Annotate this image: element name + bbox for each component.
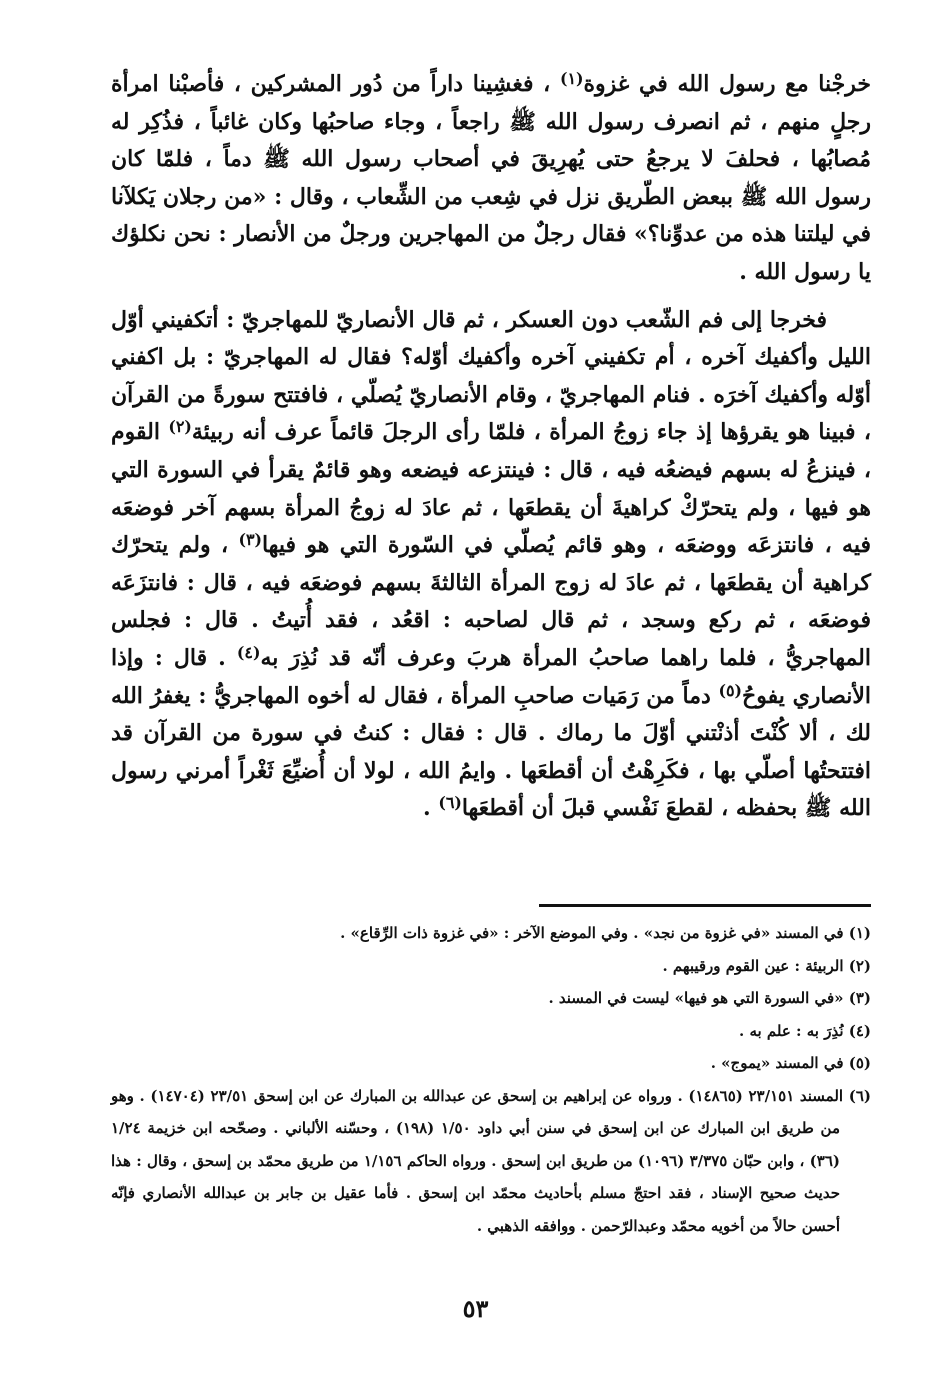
footnote-marker-2[interactable]: (٢) [168,417,192,437]
footnote-4: (٤) نُذِرَ به : علم به . [739,1021,871,1040]
text-run: القوم ، فينزعُ له بسهم فيضعُه فيه ، قال : فينتزعه فيضعه وهو قائمٌ يقرأ في السورة التي هو فيها ، ولم يتحرّكْ كراهيةَ أن يقطعَها ، ثم عادَ له زوجُ المرأة بسهم آخر فوضعَه فيه ، فانتزعَه ووضعَه ، وهو قائم يُصلّي في السّورة التي هو فيها [111,419,871,559]
text-run: دماً من رَمَيات صاحبِ المرأة ، فقال له أخوه المهاجريُّ : يغفرُ الله لك ، ألا كُنْتَ أذنْتني أوّلَ ما رماك . قال : فقال : كنتُ في سورة من القرآن قد افتتحتُها أصلّي بها ، فكَرِهْتُ أن أقطعَها . وايمُ الله ، لولا أن أُضيِّعَ ثَغْراً أمرني رسول الله ﷺ بحفظه ، لقطعَ نَفْسي قبلَ أن أقطعَها [111,682,871,822]
footnote-6: (٦) المسند ٢٣/١٥١ (١٤٨٦٥) . ورواه عن إبراهيم بن إسحق عن عبدالله بن المبارك عن ابن إسحق ٢٣/٥١ (١٤٧٠٤) . وهو من طريق ابن المبارك عن ابن إسحق في سنن أبي داود ١/٥٠ (١٩٨) ، وحسّنه الألباني . وصحّحه ابن خزيمة ١/٢٤ (٣٦) ، وابن حبّان ٣/٣٧٥ (١٠٩٦) من طريق ابن إسحق . ورواه الحاكم ١/١٥٦ من طريق محمّد بن إسحق ، وقال : هذا حديث صحيح الإسناد ، فقد احتجّ مسلم بأحاديث محمّد ابن إسحق . فأما عقيل بن جابر بن عبدالله الأنصاري فإنّه أحسن حالاً من أخويه محمّد وعبدالرّحمن . ووافقه الذهبي . [111,1086,871,1235]
text-run: ، ولم يتحرّك كراهية أن يقطعَها ، ثم عادَ له زوج المرأة الثالثةَ بسهم فوضعَه فيه ، قال : فانتزَعَه فوضعَه ، ثم ركع وسجد ، ثم قال لصاحبه : اقعُد ، فقد أُتيتُ . قال : فجلس المهاجريُّ ، فلما راهما صاحبُ المرأة هربَ وعرف أنّه قد نُذِرَ به [111,532,871,671]
footnote-5: (٥) في المسند «يموج» . [710,1054,871,1072]
text-run: خرجْنا مع رسول الله في غزوة [583,71,871,97]
main-text [111,66,871,828]
footnote-3: (٣) «في السورة التي هو فيها» ليست في المسند . [548,989,871,1007]
footnote-1: (١) في المسند «في غزوة من نجد» . وفي الموضع الآخر : «في غزوة ذات الرِّقاع» . [340,924,871,942]
paragraph-2 [111,302,871,828]
text-run: . [422,795,431,822]
footnote-2: (٢) الربيئة : عين القوم ورقيبهم . [662,956,871,975]
text-run: ، فغشِينا داراً من دُور المشركين ، فأصبْنا امرأة رجلٍ منهم ، ثم انصرف رسول الله ﷺ راجعاً ، وجاء صاحبُها وكان غائباً ، فذُكِر له مُصابُها ، فحلفَ لا يرجعُ حتى يُهرِيقَ في أصحاب رسول الله ﷺ دماً ، فلمّا كان رسول الله ﷺ ببعض الطّريق نزل في شِعب من الشِّعاب ، وقال : «من رجلان يَكلآنا في ليلتنا هذه من عدوِّنا؟» فقال رجلٌ من المهاجرين ورجلٌ من الأنصار : نحن نكلؤك يا رسول الله . [111,71,871,285]
footnote-marker-4[interactable]: (٤) [236,642,261,662]
text-run: فخرجا إلى فم الشّعب دون العسكر ، ثم قال الأنصاريّ للمهاجريّ : أتكفيني أوّل الليل وأكفيك آخره ، أم تكفيني آخره وأكفيك أوّله؟ فقال له المهاجريّ : بل اكفني أوّله وأكفيك آخرَه . فنام المهاجريّ ، وقام الأنصاريّ يُصلّي ، فافتتح سورةً من القرآن ، فبينا هو يقرؤها إذ جاء زوجُ المرأة ، فلمّا رأى الرجلَ قائماً عرف أنه ربيئة [111,306,872,446]
page-number: ٥٣ [462,1294,489,1323]
footnote-marker-5[interactable]: (٥) [718,680,743,700]
paragraph-1 [111,66,871,292]
footnote-divider [539,904,871,907]
footnote-marker-6[interactable]: (٦) [438,793,462,813]
footnotes [111,917,871,1242]
text-run: . قال : وإذا الأنصاري يفوحُ [111,644,871,709]
footnote-marker-1[interactable]: (١) [559,68,584,88]
footnote-marker-3[interactable]: (٣) [238,530,262,549]
